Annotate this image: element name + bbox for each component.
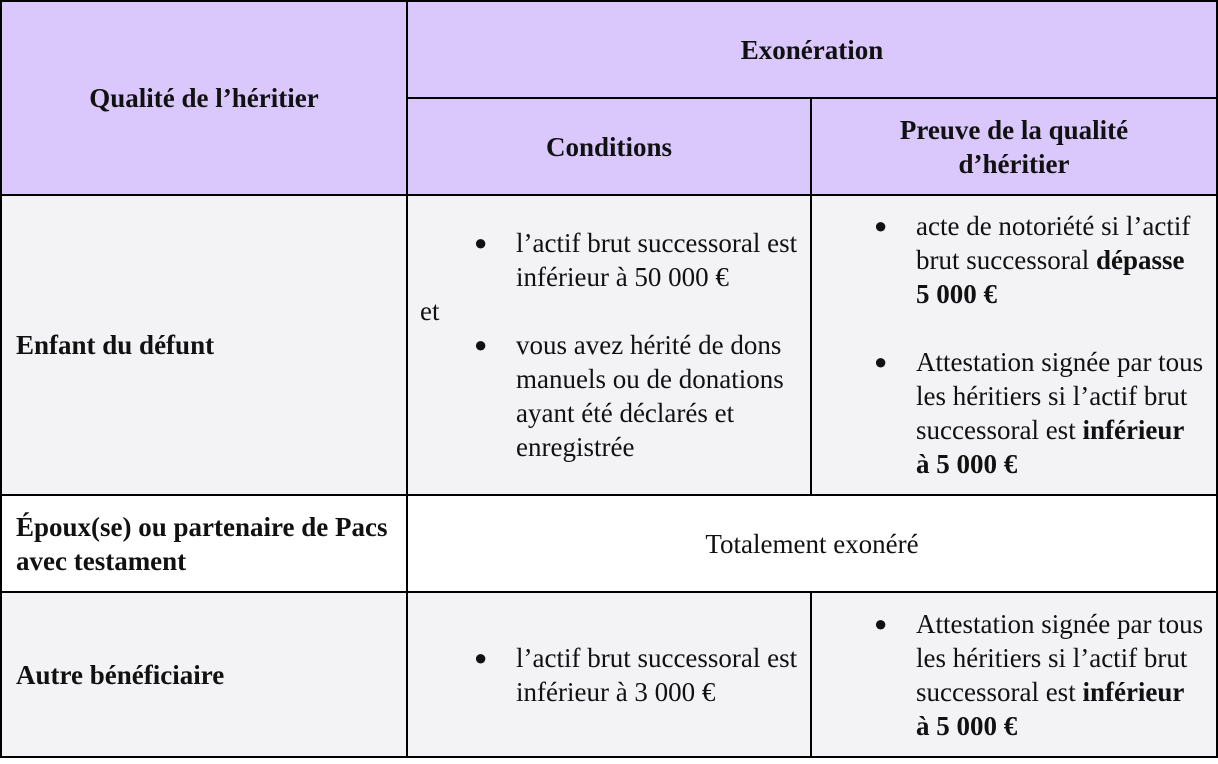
proof-item-text: acte de notoriété si l’actif brut successoral	[916, 211, 1191, 275]
heir-child-cell: Enfant du défunt	[1, 195, 407, 495]
condition-item: ● vous avez hérité de dons manuels ou de donations ayant été déclarés et enregistrée	[420, 328, 798, 464]
proof-item-emphasis: dépasse 5 000 €	[916, 245, 1185, 309]
proof-item	[824, 607, 1204, 743]
proof-item-emphasis: inférieur à 5 000 €	[916, 676, 1184, 741]
proof-item-emphasis: inférieur à 5 000 €	[916, 415, 1184, 479]
header-conditions: Conditions	[407, 98, 811, 195]
condition-item: ● l’actif brut successoral est inférieur à 50 000 €	[420, 226, 798, 294]
header-exemption: Exonération	[407, 1, 1217, 98]
conditions-list-a	[420, 226, 798, 294]
header-row-top	[1, 1, 1217, 98]
heir-other-cell: Autre bénéficiaire	[1, 592, 407, 757]
proof-item	[824, 345, 1204, 481]
condition-item: ● l’actif brut successoral est inférieur à 3 000 €	[420, 641, 798, 709]
spouse-exemption-cell: Totalement exonéré	[407, 495, 1217, 592]
table-row	[1, 592, 1217, 757]
proof-list	[824, 607, 1204, 743]
proof-item-text: Attestation signée par tous les héritiers si l’actif brut successoral est	[916, 347, 1204, 445]
table-row	[1, 195, 1217, 495]
conditions-other-cell	[407, 592, 811, 757]
proof-item-text: Attestation signée par tous les héritiers si l’actif brut successoral est	[916, 608, 1204, 707]
proof-child-cell	[811, 195, 1217, 495]
header-proof: Preuve de la qualité d’héritier	[811, 98, 1217, 195]
condition-joiner: et	[420, 296, 440, 326]
conditions-child-cell	[407, 195, 811, 495]
conditions-list-b	[420, 328, 798, 464]
header-heir-quality: Qualité de l’héritier	[1, 1, 407, 195]
conditions-list	[420, 641, 798, 709]
proof-item	[824, 209, 1204, 311]
table-row	[1, 495, 1217, 592]
proof-other-cell	[811, 592, 1217, 757]
heir-spouse-cell: Époux(se) ou partenaire de Pacs avec testament	[1, 495, 407, 592]
proof-list	[824, 209, 1204, 481]
